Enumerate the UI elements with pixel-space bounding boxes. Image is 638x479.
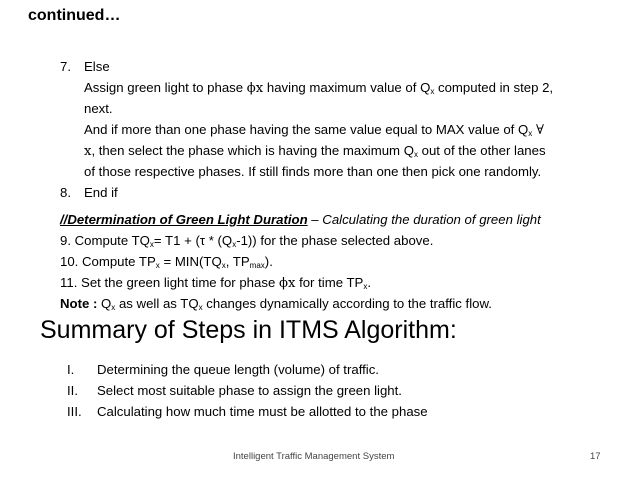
- step-7-else: Else: [84, 59, 110, 74]
- duration-heading: //Determination of Green Light Duration – Calculating the duration of green light: [60, 212, 541, 227]
- phi-symbol: ϕ: [246, 81, 256, 96]
- summary-item-3-number: III.: [67, 404, 82, 419]
- continued-heading: continued…: [28, 7, 121, 24]
- summary-item-2-text: Select most suitable phase to assign the green light.: [97, 383, 402, 398]
- step-7-line-4: x, then select the phase which is having the maximum $Q_x$ out of the other lanes: [84, 143, 546, 159]
- summary-item-1-text: Determining the queue length (volume) of traffic.: [97, 362, 379, 377]
- step-9: 9. Compute $TQ_x= T1 + (\tau * (Q_x-1))$ for the phase selected above.: [60, 233, 434, 249]
- footer-title: Intelligent Traffic Management System: [233, 451, 395, 462]
- step-7-line-2: next.: [84, 101, 113, 116]
- step-8-text: End if: [84, 185, 118, 200]
- step-8-number: 8.: [60, 185, 71, 200]
- summary-title: Summary of Steps in ITMS Algorithm:: [40, 316, 457, 344]
- forall-symbol: ∀: [535, 123, 544, 138]
- step-7-number: 7.: [60, 59, 71, 74]
- summary-item-2-number: II.: [67, 383, 78, 398]
- step-11: 11. Set the green light time for phase ϕx for time $TP_x$.: [60, 275, 371, 291]
- note-label: Note :: [60, 296, 98, 311]
- step-7-line-5: of those respective phases. If still finds more than one then pick one randomly.: [84, 164, 542, 179]
- summary-item-1-number: I.: [67, 362, 75, 377]
- step-7-line-3: And if more than one phase having the same value equal to MAX value of $Q_x$ ∀: [84, 122, 544, 138]
- page-number: 17: [590, 451, 601, 462]
- note-line: Note : $Q_x$ as well as $TQ_x$ changes dynamically according to the traffic flow.: [60, 296, 492, 312]
- step-10: 10. Compute $TP_x = MIN(TQ_x$, $TP_{max}$).: [60, 254, 273, 270]
- step-7-line-1: Assign green light to phase ϕx having maximum value of $Q_x$ computed in step 2,: [84, 80, 554, 96]
- summary-item-3-text: Calculating how much time must be allotted to the phase: [97, 404, 428, 419]
